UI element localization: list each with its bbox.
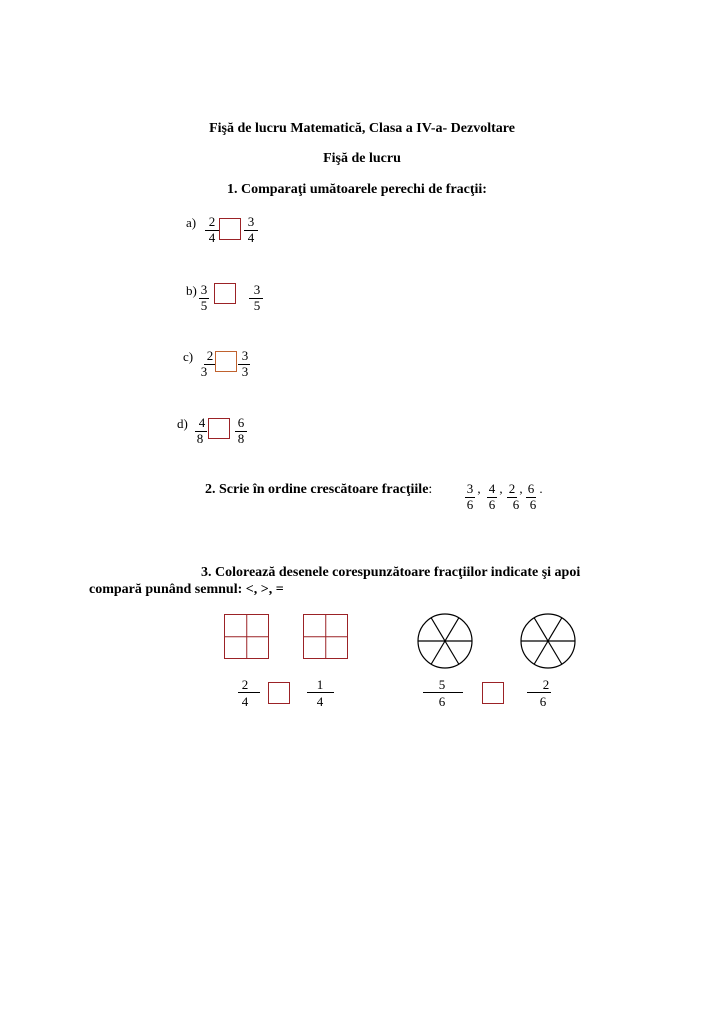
fraction-numerator: 2 [206,348,214,363]
ex2-heading [205,482,432,498]
fraction-denominator: 6 [438,694,446,709]
ex1-heading: 1. Comparaţi umătoarele perechi de fracţii: [227,182,487,197]
compare-box[interactable] [215,351,237,372]
circle-6-parts-left[interactable] [414,610,476,672]
fraction-denominator: 6 [529,497,537,512]
fraction-numerator: 2 [542,677,550,692]
compare-box[interactable] [214,283,236,304]
fraction-denominator: 4 [241,694,249,709]
fraction-denominator: 6 [488,497,496,512]
fraction-numerator: 3 [253,282,261,297]
fraction-denominator: 4 [247,230,255,245]
circle-6-parts-right[interactable] [517,610,579,672]
period: . [539,481,543,496]
compare-box[interactable] [482,682,504,704]
square-grid-4-left[interactable] [224,614,269,659]
fraction-numerator: 2 [241,677,249,692]
item-label: c) [183,349,194,364]
fraction-numerator: 2 [208,214,216,229]
ex2-heading-colon: : [428,482,433,497]
fraction-numerator: 2 [508,481,516,496]
fraction-denominator: 4 [208,230,216,245]
item-label: a) [186,215,197,230]
fraction-numerator: 3 [247,214,255,229]
fraction-bar [238,692,260,693]
fraction-denominator: 6 [512,497,520,512]
page-title: Fişă de lucru Matematică, Clasa a IV-a- Dezvoltare [209,121,515,136]
fraction-bar [527,692,551,693]
fraction-numerator: 4 [488,481,496,496]
fraction-denominator: 6 [466,497,474,512]
compare-box[interactable] [268,682,290,704]
fraction-denominator: 3 [200,364,208,379]
fraction-numerator: 5 [438,677,446,692]
fraction-numerator: 3 [466,481,474,496]
fraction-numerator: 6 [527,481,535,496]
separator: , [477,481,481,496]
separator: , [499,481,503,496]
fraction-numerator: 6 [237,415,245,430]
ex2-heading-text: 2. Scrie în ordine crescătoare fracţiile [205,482,429,497]
item-label: b) [186,283,197,298]
fraction-numerator: 3 [241,348,249,363]
fraction-bar [423,692,463,693]
fraction-denominator: 6 [539,694,547,709]
compare-box[interactable] [219,218,241,240]
fraction-denominator: 5 [253,298,261,313]
fraction-numerator: 4 [198,415,206,430]
fraction-numerator: 1 [316,677,324,692]
item-label: d) [177,416,188,431]
fraction-denominator: 5 [200,298,208,313]
fraction-denominator: 4 [316,694,324,709]
square-grid-4-right[interactable] [303,614,348,659]
fraction-denominator: 8 [196,431,204,446]
page-subtitle: Fişă de lucru [323,151,401,166]
ex3-heading-line1: 3. Colorează desenele corespunzătoare fracţiilor indicate şi apoi [201,565,581,580]
fraction-denominator: 3 [241,364,249,379]
ex3-heading-line2: compară punând semnul: <, >, = [89,582,284,597]
compare-box[interactable] [208,418,230,439]
fraction-bar [307,692,334,693]
fraction-denominator: 8 [237,431,245,446]
fraction-numerator: 3 [200,282,208,297]
separator: , [519,481,523,496]
